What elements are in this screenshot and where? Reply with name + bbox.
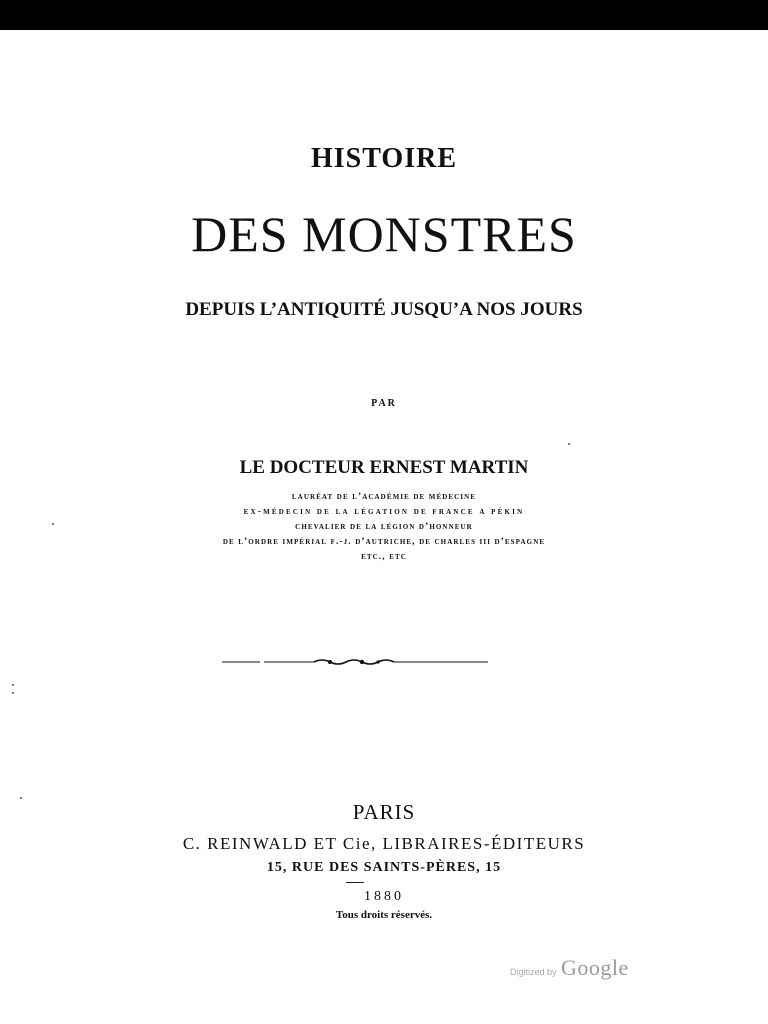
scan-speck	[52, 523, 54, 525]
imprint-address: 15, RUE DES SAINTS-PÈRES, 15	[266, 860, 502, 875]
imprint-year: 1880	[364, 889, 404, 904]
credential-line: chevalier de la légion d’honneur	[295, 522, 473, 532]
digitized-watermark	[510, 955, 629, 981]
rights-notice: Tous droits réservés.	[335, 909, 433, 921]
byline-par: PAR	[371, 398, 397, 409]
short-rule	[346, 882, 364, 883]
scan-speck	[568, 443, 570, 445]
ornamental-divider	[222, 652, 488, 672]
scan-speck	[12, 684, 14, 686]
google-logo-text: Google	[560, 955, 629, 980]
imprint-publisher: C. REINWALD ET Cie, LIBRAIRES-ÉDITEURS	[182, 834, 586, 853]
imprint-city: PARIS	[352, 800, 416, 824]
credential-line: ex-médecin de la légation de france a pékin	[243, 507, 525, 517]
credential-line: lauréat de l’académie de médecine	[291, 492, 477, 502]
scan-speck	[20, 797, 22, 799]
credential-line: de l’ordre impérial f.-j. d’autriche, de charles iii d’espagne	[222, 537, 546, 547]
subtitle: DEPUIS L’ANTIQUITÉ JUSQU’A NOS JOURS	[185, 299, 583, 320]
scan-top-border	[0, 0, 768, 30]
author-name: LE DOCTEUR ERNEST MARTIN	[239, 457, 529, 478]
title-line-histoire: HISTOIRE	[311, 143, 457, 174]
digitized-prefix: Digitized by	[510, 967, 557, 977]
credential-line: etc., etc	[361, 552, 407, 562]
scan-speck	[12, 692, 14, 694]
title-line-main: DES MONSTRES	[191, 206, 577, 262]
